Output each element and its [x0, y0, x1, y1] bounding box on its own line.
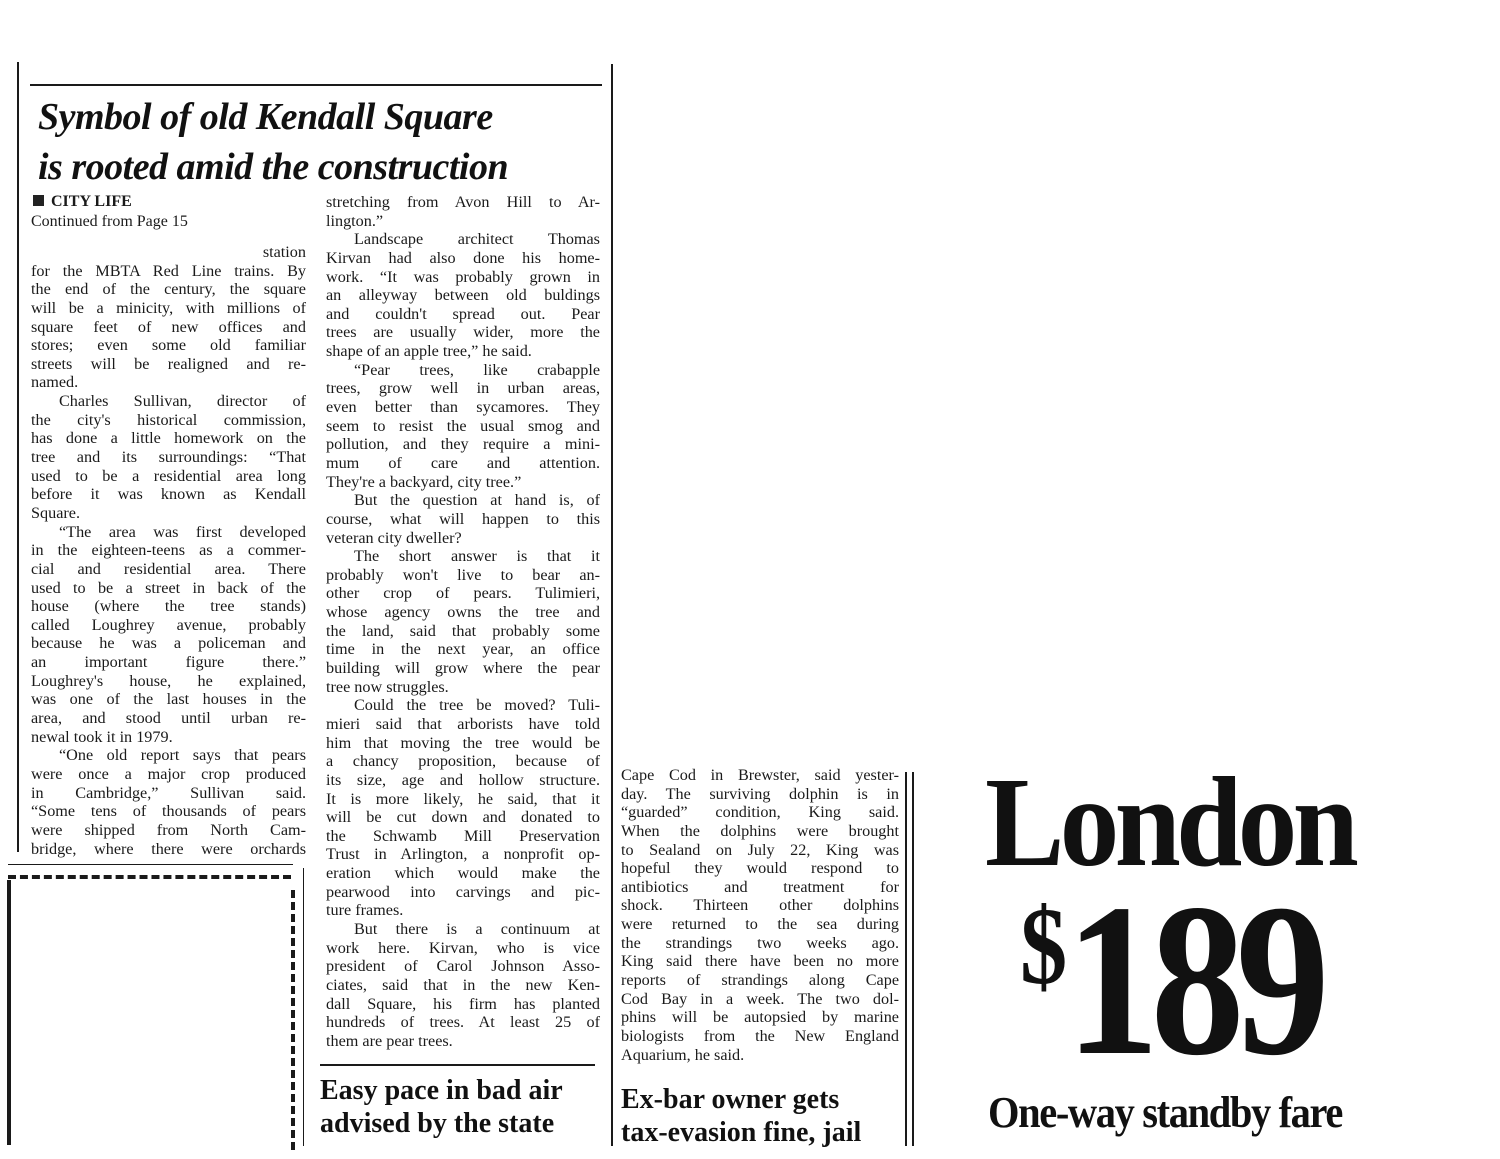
text-line: “Pear trees, like crabapple	[354, 360, 600, 379]
text-line: biologists from the New England	[621, 1026, 899, 1045]
text-line: shape of an apple tree,” he said.	[326, 342, 532, 361]
text-line: Charles Sullivan, director of	[59, 392, 306, 411]
box-left-rule	[7, 880, 11, 1145]
text-line: “The area was first developed	[59, 522, 306, 541]
bar-story-headline	[621, 1083, 861, 1149]
headline-line-1: Symbol of old Kendall Square	[38, 96, 493, 138]
text-line: has done a little homework on the	[31, 429, 306, 448]
text-line: “guarded” condition, King said.	[621, 803, 899, 822]
dolphin-story-column	[621, 766, 899, 1064]
text-line: But the question at hand is, of	[354, 491, 600, 510]
text-line: whose agency owns the tree and	[326, 603, 600, 622]
text-line: called Loughrey avenue, probably	[31, 615, 306, 634]
text-line: will be a minicity, with millions of	[31, 298, 306, 317]
article-column-2	[326, 193, 600, 1050]
headline-top-rule	[30, 84, 602, 86]
text-line: president of Carol Johnson Asso-	[326, 957, 600, 976]
text-line: stores; even some old familiar	[31, 336, 306, 355]
section-name: CITY LIFE	[51, 193, 132, 210]
text-line: stretching from Avon Hill to Ar-	[326, 193, 600, 211]
text-line: shock. Thirteen other dolphins	[621, 896, 899, 915]
text-line: and couldn't spread out. Pear	[326, 304, 600, 323]
text-line: square feet of new offices and	[31, 317, 306, 336]
text-line: named.	[31, 373, 79, 392]
text-line: other crop of pears. Tulimieri,	[326, 584, 600, 603]
text-line: its size, age and hollow structure.	[326, 770, 600, 789]
column-rule-lower	[303, 868, 304, 1146]
text-line: eration which would make the	[326, 864, 600, 883]
bar-headline-line-1: Ex-bar owner gets	[621, 1084, 840, 1115]
bar-headline-line-2: tax-evasion fine, jail	[621, 1117, 862, 1148]
ad-border-rule-1	[905, 772, 907, 1146]
text-line: the strandings two weeks ago.	[621, 933, 899, 952]
text-line: King said there have been no more	[621, 952, 899, 971]
text-line: mieri said that arborists have told	[326, 714, 600, 733]
text-line: the Schwamb Mill Preservation	[326, 826, 600, 845]
text-line: area, and stood until urban re-	[31, 709, 306, 728]
text-line: dall Square, his firm has planted	[326, 994, 600, 1013]
text-line: When the dolphins were brought	[621, 821, 899, 840]
text-line: trees are usually wider, more the	[326, 323, 600, 342]
text-line: tree and its surroundings: “That	[31, 448, 306, 467]
column-rule-left	[17, 62, 19, 852]
text-line: They're a backyard, city tree.”	[326, 472, 522, 491]
text-line: were once a major crop produced	[31, 764, 306, 783]
text-line: hopeful they would respond to	[621, 859, 899, 878]
text-line: because he was a policeman and	[31, 634, 306, 653]
text-line: even better than sycamores. They	[326, 398, 600, 417]
text-line: in Cambridge,” Sullivan said.	[31, 783, 306, 802]
text-line: ture frames.	[326, 901, 404, 920]
text-line: But there is a continuum at	[354, 919, 600, 938]
text-line: mum of care and attention.	[326, 453, 600, 472]
text-line: Trust in Arlington, a nonprofit op-	[326, 845, 600, 864]
text-line: station	[262, 243, 306, 261]
text-line: Aquarium, he said.	[621, 1045, 745, 1064]
box-top-rule	[8, 864, 293, 865]
air-headline-line-2: advised by the state	[320, 1108, 555, 1139]
text-line: bridge, where there were orchards	[31, 839, 306, 858]
text-line: ciates, said that in the new Ken-	[326, 975, 600, 994]
text-line: work. “It was probably grown in	[326, 267, 600, 286]
text-line: building will grow where the pear	[326, 659, 600, 678]
text-line: antibiotics and treatment for	[621, 877, 899, 896]
text-line: a chancy proposition, because of	[326, 752, 600, 771]
ad-border-rule-2	[912, 772, 914, 1146]
ad-price-value: 189	[1065, 860, 1321, 1101]
text-line: tree now struggles.	[326, 677, 449, 696]
ad-price	[1020, 860, 1321, 1101]
text-line: used to be a street in back of the	[31, 578, 306, 597]
column-rule-center	[611, 64, 613, 1146]
text-line: the land, said that probably some	[326, 621, 600, 640]
text-line: in the eighteen-teens as a commer-	[31, 541, 306, 560]
text-line: phins will be autopsied by marine	[621, 1008, 899, 1027]
text-line: newal took it in 1979.	[31, 727, 173, 746]
text-line: probably won't live to bear an-	[326, 565, 600, 584]
text-line: the end of the century, the square	[31, 280, 306, 299]
text-line: lington.”	[326, 211, 384, 230]
text-line: cial and residential area. There	[31, 559, 306, 578]
text-line: “Some tens of thousands of pears	[31, 802, 306, 821]
square-bullet-icon	[33, 195, 44, 206]
text-line: used to be a residential area long	[31, 466, 306, 485]
section-label	[33, 193, 132, 211]
text-line: house (where the tree stands)	[31, 597, 306, 616]
text-line: them are pear trees.	[326, 1031, 453, 1050]
text-line: The short answer is that it	[354, 547, 600, 566]
text-line: before it was known as Kendall	[31, 485, 306, 504]
text-line: time in the next year, an office	[326, 640, 600, 659]
text-line: Cape Cod in Brewster, said yester-	[621, 766, 899, 784]
text-line: Could the tree be moved? Tuli-	[354, 696, 600, 715]
text-line: an alleyway between old buldings	[326, 286, 600, 305]
text-line: was one of the last houses in the	[31, 690, 306, 709]
text-line: Landscape architect Thomas	[354, 230, 600, 249]
text-line: to Sealand on July 22, King was	[621, 840, 899, 859]
air-headline-line-1: Easy pace in bad air	[320, 1075, 563, 1106]
text-line: pearwood into carvings and pic-	[326, 882, 600, 901]
ad-destination: London	[985, 751, 1355, 893]
article-headline	[38, 92, 608, 192]
text-line: streets will be realigned and re-	[31, 354, 306, 373]
dashed-box-right	[291, 890, 295, 1150]
text-line: It is more likely, he said, that it	[326, 789, 600, 808]
text-line: Kirvan had also done his home-	[326, 248, 600, 267]
ad-currency: $	[1020, 885, 1066, 1007]
text-line: course, what will happen to this	[326, 509, 600, 528]
text-line: an important figure there.”	[31, 653, 306, 672]
text-line: veteran city dweller?	[326, 528, 462, 547]
air-story-top-rule	[320, 1064, 595, 1066]
headline-line-2: is rooted amid the construction	[38, 146, 509, 188]
text-line: pollution, and they require a mini-	[326, 435, 600, 454]
text-line: the city's historical commission,	[31, 410, 306, 429]
ad-fare-type: One-way standby fare	[988, 1088, 1342, 1137]
text-line: reports of strandings along Cape	[621, 971, 899, 990]
text-line: work here. Kirvan, who is vice	[326, 938, 600, 957]
article-column-1	[31, 243, 306, 858]
continued-line: Continued from Page 15	[31, 213, 188, 230]
text-line: Loughrey's house, he explained,	[31, 671, 306, 690]
text-line: seem to resist the usual smog and	[326, 416, 600, 435]
text-line: Square.	[31, 503, 80, 522]
text-line: day. The surviving dolphin is in	[621, 784, 899, 803]
text-line: for the MBTA Red Line trains. By	[31, 261, 306, 280]
text-line: Cod Bay in a week. The two dol-	[621, 989, 899, 1008]
text-line: were shipped from North Cam-	[31, 820, 306, 839]
dashed-box-top	[8, 875, 291, 879]
text-line: him that moving the tree would be	[326, 733, 600, 752]
text-line: trees, grow well in urban areas,	[326, 379, 600, 398]
text-line: hundreds of trees. At least 25 of	[326, 1013, 600, 1032]
air-story-headline	[320, 1074, 563, 1140]
text-line: will be cut down and donated to	[326, 808, 600, 827]
text-line: “One old report says that pears	[59, 746, 306, 765]
text-line: were returned to the sea during	[621, 915, 899, 934]
